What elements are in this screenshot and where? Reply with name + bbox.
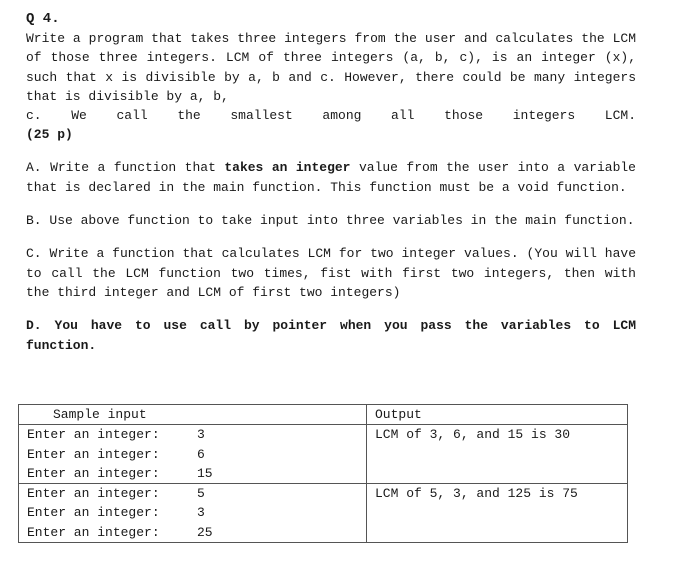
input-label: Enter an integer:: [27, 524, 160, 540]
input-label: Enter an integer:: [27, 505, 160, 521]
input-line: [27, 425, 358, 444]
input-value: 3: [197, 427, 205, 443]
table-row: [19, 484, 628, 543]
question-points: (25 p): [26, 127, 73, 143]
input-cell: [19, 425, 367, 484]
input-label: Enter an integer:: [27, 465, 160, 481]
input-line: [27, 503, 358, 522]
part-c: C. Write a function that calculates LCM for two integer values. (You will have to call the LCM function two times, fist with first two integers, then with the third integer and LCM of first two integers): [26, 246, 636, 300]
input-value: 5: [197, 486, 205, 502]
input-label: Enter an integer:: [27, 486, 160, 502]
part-a-pre: A. Write a function that: [26, 160, 225, 176]
question-intro: Write a program that takes three integers from the user and calculates the LCM of those three integers. LCM of three integers (a, b, c), is an integer (x), such that x is divisible by a, b and c. However, there could be many integers that is divisible by a, b,: [26, 31, 636, 104]
input-value: 25: [197, 524, 213, 540]
header-output: Output: [367, 405, 628, 425]
input-line: [27, 464, 358, 483]
input-value: 3: [197, 505, 205, 521]
input-line: [27, 445, 358, 464]
part-a-bold: takes an integer: [224, 160, 351, 176]
part-b: B. Use above function to take input into three variables in the main function.: [26, 213, 635, 229]
input-value: 6: [197, 446, 205, 462]
question-block: [26, 10, 636, 355]
input-cell: [19, 484, 367, 543]
header-sample-input: Sample input: [19, 405, 367, 425]
table-header-row: [19, 405, 628, 425]
question-title: Q 4.: [26, 11, 60, 27]
question-intro-last-line: c. We call the smallest among all those integers LCM.: [26, 108, 636, 124]
input-line: [27, 484, 358, 503]
part-a-post: value from the user into a variable that is declared in the main function. This function must be a void function.: [26, 160, 636, 195]
input-label: Enter an integer:: [27, 446, 160, 462]
sample-table: [18, 404, 628, 543]
part-d: D. You have to use call by pointer when you pass the variables to LCM function.: [26, 318, 636, 353]
input-value: 15: [197, 465, 213, 481]
input-line: [27, 523, 358, 542]
output-cell: LCM of 3, 6, and 15 is 30: [367, 425, 628, 484]
part-a: [26, 158, 636, 197]
output-cell: LCM of 5, 3, and 125 is 75: [367, 484, 628, 543]
input-label: Enter an integer:: [27, 427, 160, 443]
table-row: [19, 425, 628, 484]
